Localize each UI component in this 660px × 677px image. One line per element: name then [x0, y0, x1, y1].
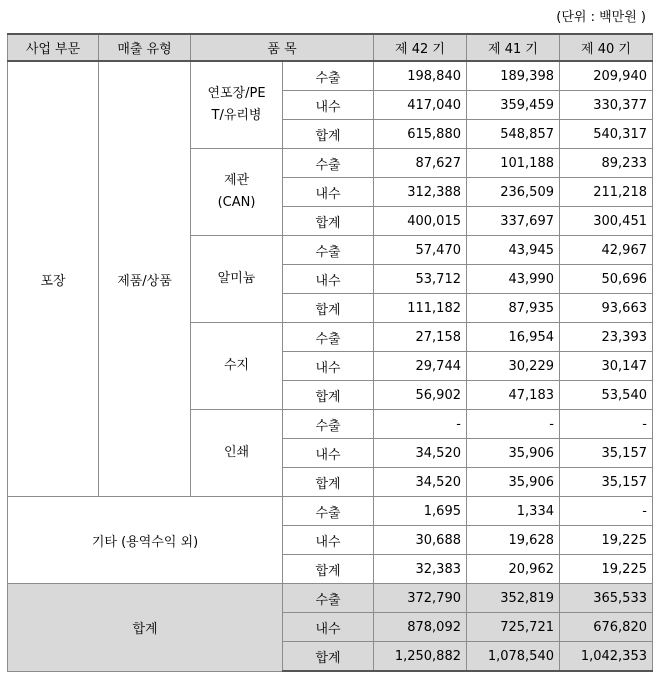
value-period-42: 878,092 — [374, 613, 467, 642]
row-label: 수출 — [283, 61, 374, 91]
row-label: 내수 — [283, 352, 374, 381]
row-label: 내수 — [283, 91, 374, 120]
value-period-41: 236,509 — [467, 178, 560, 207]
item-name-line: 수지 — [223, 358, 250, 373]
value-period-41: 359,459 — [467, 91, 560, 120]
value-period-41: 87,935 — [467, 294, 560, 323]
sales-type-products: 제품/상품 — [99, 61, 191, 497]
row-label: 수출 — [283, 410, 374, 439]
value-period-42: 57,470 — [374, 236, 467, 265]
value-period-42: 87,627 — [374, 149, 467, 178]
row-label: 내수 — [283, 613, 374, 642]
value-period-40: 23,393 — [560, 323, 653, 352]
row-label: 수출 — [283, 149, 374, 178]
value-period-40: 300,451 — [560, 207, 653, 236]
value-period-41: 1,334 — [467, 497, 560, 526]
row-label: 합계 — [283, 207, 374, 236]
header-sales-type: 매출 유형 — [99, 34, 191, 61]
value-period-40: - — [560, 410, 653, 439]
value-period-41: 30,229 — [467, 352, 560, 381]
item-name-line: 인쇄 — [223, 445, 250, 460]
value-period-40: 676,820 — [560, 613, 653, 642]
value-period-42: 400,015 — [374, 207, 467, 236]
sales-table — [7, 33, 653, 672]
value-period-42: 32,383 — [374, 555, 467, 584]
value-period-42: 198,840 — [374, 61, 467, 91]
value-period-40: 540,317 — [560, 120, 653, 149]
value-period-42: 417,040 — [374, 91, 467, 120]
value-period-42: 56,902 — [374, 381, 467, 410]
header-period-42: 제 42 기 — [374, 34, 467, 61]
table-body — [8, 61, 653, 671]
value-period-42: 27,158 — [374, 323, 467, 352]
segment-packaging: 포장 — [8, 61, 99, 497]
value-period-42: 111,182 — [374, 294, 467, 323]
value-period-42: 1,695 — [374, 497, 467, 526]
item-name-line: 제관 — [223, 173, 250, 188]
row-label: 수출 — [283, 497, 374, 526]
value-period-40: 89,233 — [560, 149, 653, 178]
value-period-41: 19,628 — [467, 526, 560, 555]
row-label: 합계 — [283, 555, 374, 584]
item-name — [191, 236, 283, 323]
value-period-40: 50,696 — [560, 265, 653, 294]
row-label: 내수 — [283, 178, 374, 207]
value-period-40: - — [560, 497, 653, 526]
value-period-40: 35,157 — [560, 439, 653, 468]
unit-note: (단위 : 백만원 ) — [556, 10, 646, 25]
item-name-line: 알미늄 — [217, 271, 256, 286]
value-period-42: 372,790 — [374, 584, 467, 613]
item-name — [191, 61, 283, 149]
value-period-40: 53,540 — [560, 381, 653, 410]
value-period-42: 34,520 — [374, 439, 467, 468]
value-period-41: 35,906 — [467, 468, 560, 497]
header-period-40: 제 40 기 — [560, 34, 653, 61]
item-name — [191, 323, 283, 410]
table-row — [8, 497, 653, 526]
value-period-41: 548,857 — [467, 120, 560, 149]
item-name-line: (CAN) — [217, 195, 256, 210]
value-period-42: - — [374, 410, 467, 439]
value-period-42: 34,520 — [374, 468, 467, 497]
value-period-40: 19,225 — [560, 555, 653, 584]
item-name-line: 연포장/PE — [207, 86, 266, 101]
header-period-41: 제 41 기 — [467, 34, 560, 61]
value-period-40: 42,967 — [560, 236, 653, 265]
value-period-40: 1,042,353 — [560, 642, 653, 672]
value-period-41: 35,906 — [467, 439, 560, 468]
value-period-41: 43,990 — [467, 265, 560, 294]
value-period-41: 1,078,540 — [467, 642, 560, 672]
row-label: 수출 — [283, 323, 374, 352]
value-period-41: 16,954 — [467, 323, 560, 352]
value-period-41: - — [467, 410, 560, 439]
value-period-42: 312,388 — [374, 178, 467, 207]
value-period-41: 101,188 — [467, 149, 560, 178]
row-label: 내수 — [283, 439, 374, 468]
header-item: 품 목 — [191, 34, 374, 61]
item-name — [191, 149, 283, 236]
value-period-42: 29,744 — [374, 352, 467, 381]
row-label: 내수 — [283, 526, 374, 555]
value-period-40: 35,157 — [560, 468, 653, 497]
value-period-41: 352,819 — [467, 584, 560, 613]
row-label: 수출 — [283, 584, 374, 613]
value-period-42: 53,712 — [374, 265, 467, 294]
value-period-40: 93,663 — [560, 294, 653, 323]
value-period-40: 209,940 — [560, 61, 653, 91]
value-period-41: 47,183 — [467, 381, 560, 410]
row-label: 합계 — [283, 120, 374, 149]
row-label: 합계 — [283, 642, 374, 672]
item-name — [191, 410, 283, 497]
value-period-40: 365,533 — [560, 584, 653, 613]
value-period-42: 1,250,882 — [374, 642, 467, 672]
row-label: 수출 — [283, 236, 374, 265]
value-period-40: 211,218 — [560, 178, 653, 207]
header-row — [8, 34, 653, 61]
item-name-line: T/유리병 — [211, 108, 262, 123]
grand-total-label: 합계 — [8, 584, 283, 672]
row-label: 합계 — [283, 468, 374, 497]
value-period-42: 30,688 — [374, 526, 467, 555]
row-label: 합계 — [283, 294, 374, 323]
value-period-40: 30,147 — [560, 352, 653, 381]
value-period-41: 337,697 — [467, 207, 560, 236]
value-period-40: 19,225 — [560, 526, 653, 555]
table-row — [8, 61, 653, 91]
value-period-42: 615,880 — [374, 120, 467, 149]
other-segment: 기타 (용역수익 외) — [8, 497, 283, 584]
value-period-41: 725,721 — [467, 613, 560, 642]
value-period-41: 43,945 — [467, 236, 560, 265]
total-row — [8, 584, 653, 613]
row-label: 합계 — [283, 381, 374, 410]
value-period-41: 189,398 — [467, 61, 560, 91]
header-segment: 사업 부문 — [8, 34, 99, 61]
row-label: 내수 — [283, 265, 374, 294]
value-period-40: 330,377 — [560, 91, 653, 120]
value-period-41: 20,962 — [467, 555, 560, 584]
